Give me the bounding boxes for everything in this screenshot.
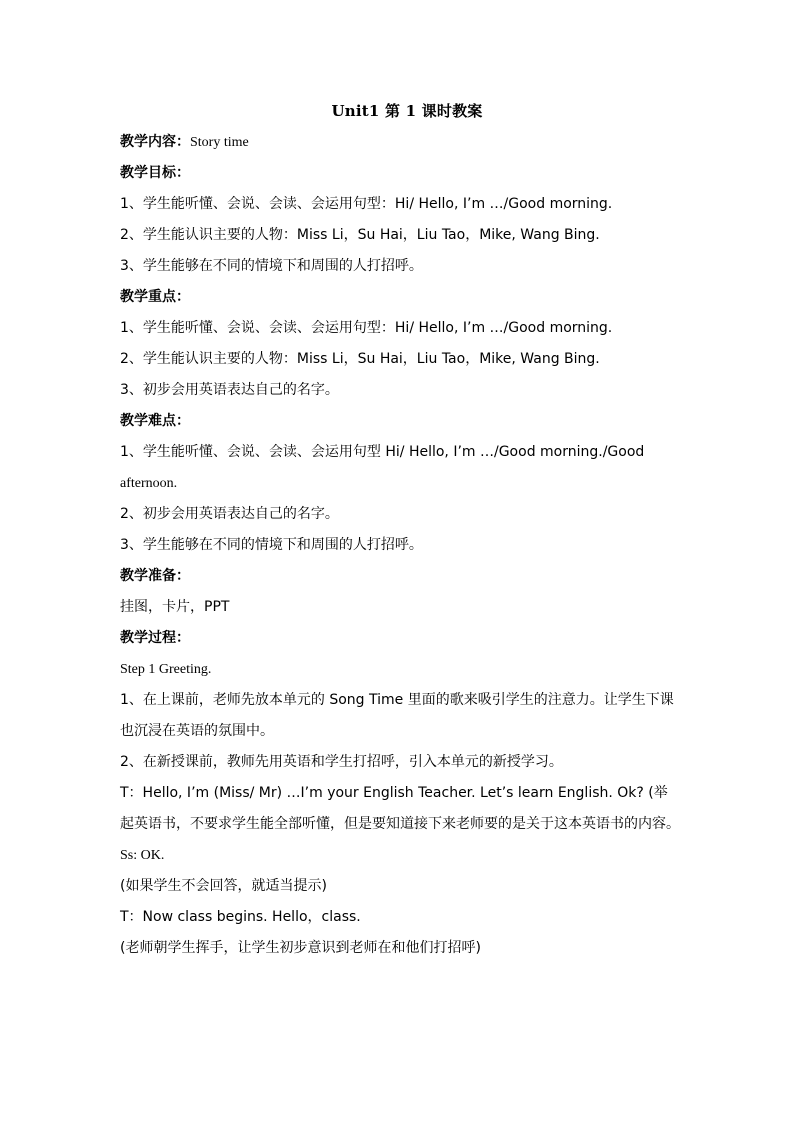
process-note: (如果学生不会回答，就适当提示) (120, 878, 327, 894)
content-value: Story time (190, 135, 249, 150)
difficult-point-item: 3、学生能够在不同的情境下和周围的人打招呼。 (120, 537, 423, 553)
objectives-heading: 教学目标： (120, 165, 190, 181)
process-heading: 教学过程： (120, 630, 190, 646)
difficult-point-continuation: afternoon. (120, 476, 178, 491)
difficult-point-item: 2、初步会用英语表达自己的名字。 (120, 506, 339, 522)
lesson-plan-page (120, 96, 680, 964)
process-dialogue: Ss: OK. (120, 848, 165, 863)
objective-item: 3、学生能够在不同的情境下和周围的人打招呼。 (120, 258, 423, 274)
process-paragraph: 1、在上课前，老师先放本单元的 Song Time 里面的歌来吸引学生的注意力。让学生下课也沉浸在英语的氛围中。 (120, 692, 674, 739)
key-points-heading: 教学重点： (120, 289, 190, 305)
key-point-item: 1、学生能听懂、会说、会读、会运用句型：Hi/ Hello, I’m …/Good morning. (120, 320, 613, 336)
key-point-item: 2、学生能认识主要的人物：Miss Li，Su Hai，Liu Tao，Mike, Wang Bing. (120, 351, 600, 367)
preparation-heading: 教学准备： (120, 568, 190, 584)
difficult-points-heading: 教学难点： (120, 413, 190, 429)
process-dialogue: T：Hello, I’m (Miss/ Mr) …I’m your English Teacher. Let’s learn English. Ok? (举起英语书，不要求学生能全部听懂，但是要知道接下来老师要的是关于这本英语书的内容。 (120, 785, 680, 832)
document-title: Unit1 第 1 课时教案 (331, 102, 483, 120)
process-dialogue: T：Now class begins. Hello，class. (120, 909, 361, 925)
content-label: 教学内容： (120, 134, 190, 150)
objective-item: 1、学生能听懂、会说、会读、会运用句型：Hi/ Hello, I’m …/Good morning. (120, 196, 613, 212)
content-line (120, 127, 680, 158)
difficult-point-item: 1、学生能听懂、会说、会读、会运用句型 Hi/ Hello, I’m …/Good morning./Good (120, 444, 645, 460)
preparation-value: 挂图，卡片，PPT (120, 599, 230, 615)
key-point-item: 3、初步会用英语表达自己的名字。 (120, 382, 339, 398)
process-paragraph: 2、在新授课前，教师先用英语和学生打招呼，引入本单元的新授学习。 (120, 754, 563, 770)
objective-item: 2、学生能认识主要的人物：Miss Li，Su Hai，Liu Tao，Mike, Wang Bing. (120, 227, 600, 243)
process-step-title: Step 1 Greeting. (120, 662, 212, 677)
process-note: (老师朝学生挥手，让学生初步意识到老师在和他们打招呼) (120, 940, 481, 956)
